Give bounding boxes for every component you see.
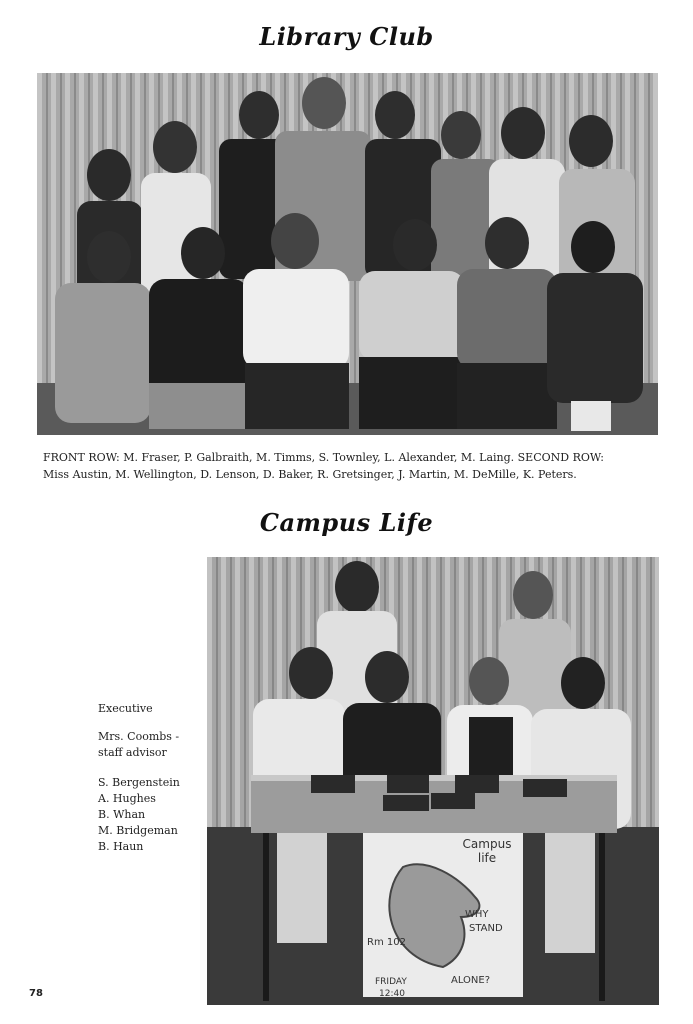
library-club-title: Library Club [259,22,434,51]
poster-heading [447,837,527,865]
poster-text-alone: ALONE? [451,975,491,986]
member-name: B. Haun [98,840,144,853]
executive-list [98,701,203,855]
advisor-line-1: Mrs. Coombs - [98,730,180,743]
library-club-caption [43,449,648,483]
campus-life-title: Campus Life [259,508,434,537]
poster-text-time: 12:40 [379,989,405,999]
poster-heading-line-2: life [477,851,497,865]
member-name: S. Bergenstein [98,776,180,789]
staff-advisor [98,729,203,761]
executive-heading: Executive [98,702,153,715]
poster-text-stand: STAND [469,923,503,934]
caption-second-row: Miss Austin, M. Wellington, D. Lenson, D. Baker, R. Gretsinger, J. Martin, M. DeMille, K. Peters. [43,468,577,481]
caption-front-row: FRONT ROW: M. Fraser, P. Galbraith, M. Timms, S. Townley, L. Alexander, M. Laing. SECOND ROW: [43,451,604,464]
member-name: B. Whan [98,808,146,821]
poster-text-why: WHY [465,909,489,920]
advisor-line-2: staff advisor [98,746,167,759]
poster-text-day: FRIDAY [375,977,407,987]
member-name: M. Bridgeman [98,824,178,837]
library-club-photo [37,73,658,435]
member-name: A. Hughes [98,792,156,805]
campus-life-photo [207,557,659,1005]
poster-text-room: Rm 102 [367,937,406,948]
page-number: 78 [29,988,43,999]
poster-heading-line-1: Campus [462,837,512,851]
